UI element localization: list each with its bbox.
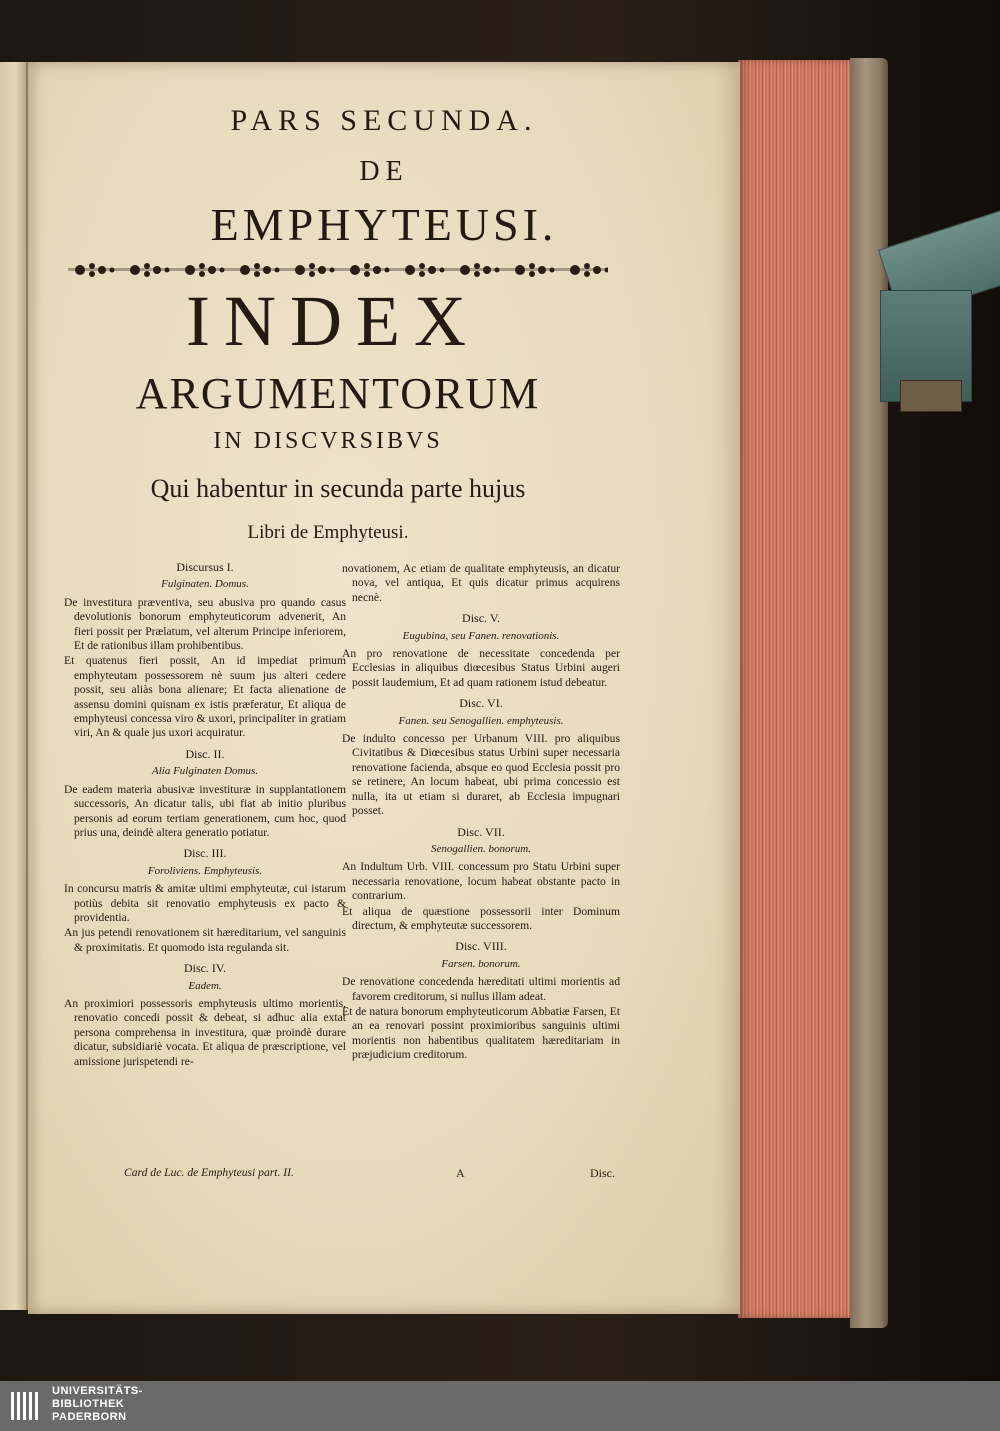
argument-paragraph: Et de natura bonorum emphyteuticorum Abbatiæ Farsen, Et an ea renovari possint proximioribus sanguinis ultimi morientis non habentibus qualitatem hæreditariam in præjudicium creditorum.	[342, 1004, 620, 1062]
argument-paragraph: De indulto concesso per Urbanum VIII. pro aliquibus Civitatibus & Diœcesibus status Urbini super necessaria renovatione facienda, absque eo quod Ecclesia possit pro se retinere, An locum habeat, ubi prima concessio est nulla, ita ut etiam si duraret, ab Ecclesia impugnari posset.	[342, 732, 620, 818]
discursus-title: Disc. VIII.	[455, 939, 507, 954]
argument-paragraph: De eadem materia abusivæ investituræ in supplantationem successoris, An dicatur talis, ubi fiat ab initio pluribus personis ad eorum tertiam generationem, cum hoc, quod prius una, deindè altera generatio potiatur.	[64, 782, 346, 839]
heading-libri: Libri de Emphyteusi.	[247, 522, 409, 543]
signature-letter: A	[456, 1166, 465, 1180]
discursus-title: Disc. IV.	[183, 961, 227, 976]
library-name-line1: UNIVERSITÄTS-	[52, 1385, 143, 1397]
argument-paragraph: Et aliqua de quæstione possessorii inter Dominum directum, & emphyteutæ successorem.	[342, 904, 620, 932]
discursus-place: Fulginaten. Domus.	[161, 578, 249, 591]
library-logo-icon	[10, 1390, 42, 1422]
signature-line: Card de Luc. de Emphyteusi part. II.	[124, 1166, 294, 1179]
heading-emphyteusi: EMPHYTEUSI.	[210, 199, 558, 250]
discursus-place: Foroliviens. Emphyteusis.	[147, 864, 263, 877]
ornament-band-icon	[68, 258, 608, 282]
discursus-place: Senogallien. bonorum.	[431, 842, 531, 855]
red-page-edges	[738, 60, 850, 1318]
argument-paragraph: Et quatenus fieri possit, An id impediat primum emphyteutam possessorem nè suum jus alteri cedere possit, seu aliàs bona alienare; Et facta alienatione de assensu domini quisnam ex istis præferatur, Et aliqua de emphyteusi concessa viro & uxori, principaliter in gratiam viri, An & quale jus uxori acquiratur.	[64, 654, 346, 740]
book-page	[28, 62, 740, 1314]
argument-paragraph: De investitura præventiva, seu abusiva pro quando casus devolutionis bonorum emphyteuticorum advenerit, An fieri possit per Prælatum, vel alterum Principe inferiorem, Et de rationibus illam prohibentibus.	[64, 595, 346, 653]
discursus-title: Disc. VI.	[459, 696, 503, 711]
library-footer-bar	[0, 1381, 1000, 1431]
discursus-place: Eadem.	[188, 979, 222, 992]
right-column	[342, 562, 620, 1064]
left-page-edge	[0, 62, 28, 1310]
argument-paragraph: In concursu matris & amitæ ultimi emphyteutæ, cui istarum potiùs debita sit renovatio emphyteusis ex pacto & providentia.	[64, 882, 346, 924]
argument-paragraph: An jus petendi renovationem sit hæreditarium, vel sanguinis & proximitatis. Et quomodo ista regulanda sit.	[64, 926, 346, 954]
argument-paragraph: novationem, Ac etiam de qualitate emphyteusis, an dicatur nova, vel antiqua, Et quis dicatur primus acquirens necnè.	[342, 562, 620, 604]
discursus-title: Disc. V.	[462, 611, 500, 626]
discursus-title: Discursus I.	[176, 560, 234, 574]
discursus-title: Disc. II.	[185, 746, 225, 761]
left-column	[64, 554, 346, 1070]
argument-paragraph: An pro renovatione de necessitate concedenda per Ecclesias in aliquibus diœcesibus Status Urbini augeri possit laudemium, Et ad quam rationem istud debeatur.	[342, 647, 620, 689]
discursus-place: Fanen. seu Senogallien. emphyteusis.	[398, 714, 564, 727]
discursus-title: Disc. III.	[183, 846, 227, 861]
library-name-line3: PADERBORN	[52, 1411, 127, 1423]
heading-de: DE	[359, 156, 409, 187]
heading-in-discursibus: IN DISCVRSIBVS	[213, 428, 443, 454]
library-name-line2: BIBLIOTHEK	[52, 1398, 125, 1410]
argument-paragraph: An proximiori possessoris emphyteusis ultimo morientis, renovatio concedi possit & debeat, si adhuc alia extat persona comprehensa in investitura, quæ proindè durare dicatur, subsidiariè vocata. Et aliqua de præscriptione, vel amissione jurispetendi re-	[64, 996, 346, 1068]
argument-paragraph: An Indultum Urb. VIII. concessum pro Statu Urbini super necessaria renovatione, locum habeat obstante pacto in contrarium.	[342, 860, 620, 903]
heading-argumentorum: ARGUMENTORUM	[135, 369, 541, 418]
catchword: Disc.	[590, 1166, 615, 1180]
heading-index: INDEX	[186, 281, 480, 361]
heading-pars-secunda: PARS SECUNDA.	[230, 104, 538, 137]
heading-qui-habentur: Qui habentur in secunda parte hujus	[150, 474, 526, 503]
discursus-place: Alia Fulginaten Domus.	[151, 765, 259, 778]
argument-paragraph: De renovatione concedenda hæreditati ultimi morientis ad favorem creditorum, si nullus illam adeat.	[342, 975, 620, 1003]
discursus-place: Farsen. bonorum.	[441, 957, 521, 970]
discursus-title: Disc. VII.	[457, 824, 505, 839]
library-name	[52, 1385, 143, 1424]
metal-clasp	[900, 380, 962, 412]
discursus-place: Eugubina, seu Fanen. renovationis.	[402, 629, 560, 642]
